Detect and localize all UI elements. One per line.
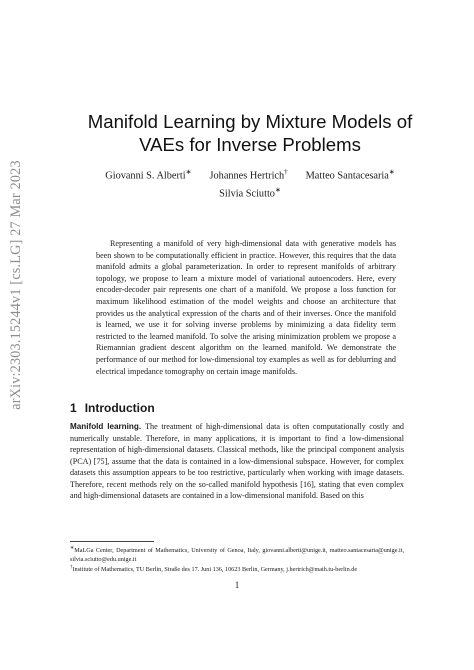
arxiv-identifier: arXiv:2303.15244v1 [cs.LG] 27 Mar 2023 bbox=[8, 160, 24, 410]
introduction-paragraph bbox=[70, 421, 404, 502]
section-title: Introduction bbox=[84, 401, 155, 415]
footnotes bbox=[70, 545, 404, 575]
paragraph-heading: Manifold learning. bbox=[70, 422, 142, 431]
abstract: Representing a manifold of very high-dimensional data with generative models has been shown to be computationally efficient in practice. However, this requires that the data manifold admits a global parameterization. In order to represent manifolds of arbitrary topology, we propose to learn a mixture model of variational autoencoders. Here, every encoder-decoder pair represents one chart of a manifold. We propose a loss function for maximum likelihood estimation of the model weights and choose an architecture that provides us the analytical expression of the charts and of their inverses. Once the manifold is learned, we use it for solving inverse problems by minimizing a data fidelity term restricted to the learned manifold. To solve the arising minimization problem we propose a Riemannian gradient descent algorithm on the learned manifold. We demonstrate the performance of our method for low-dimensional toy examples as well as for deblurring and electrical impedance tomography on certain image manifolds. bbox=[96, 239, 396, 376]
footnote: ∗MaLGa Center, Department of Mathematics, University of Genoa, Italy, giovanni.alberti@unige.it, matteo.santacesaria@unige.it, silvia.sciutto@edu.unige.it bbox=[70, 546, 404, 563]
footnote-divider bbox=[70, 541, 154, 542]
author: Silvia Sciutto∗ bbox=[219, 186, 281, 200]
paragraph-text: The treatment of high-dimensional data is often computationally costly and numerically unstable. Therefore, in many applications, it is important to find a low-dimensional representation of high-dimensional datasets. Classical methods, like the principal component analysis (PCA) [75], assume that the data is contained in a low-dimensional subspace. However, for complex datasets this assumption appears to be too restrictive, particularly when working with image datasets. Therefore, recent methods rely on the so-called manifold hypothesis [16], stating that even complex and high-dimensional datasets are contained in a low-dimensional manifold. Based on this bbox=[70, 422, 404, 500]
author: Matteo Santacesaria∗ bbox=[305, 168, 395, 182]
footnote: †Institute of Mathematics, TU Berlin, Straße des 17. Juni 136, 10623 Berlin, Germany, j.hertrich@math.tu-berlin.de bbox=[70, 565, 358, 574]
section-heading bbox=[70, 401, 163, 415]
section-number: 1 bbox=[70, 401, 77, 415]
page-number: 1 bbox=[234, 580, 240, 590]
paper-title bbox=[60, 110, 440, 156]
title-line: VAEs for Inverse Problems bbox=[139, 134, 361, 155]
title-line: Manifold Learning by Mixture Models of bbox=[87, 111, 413, 132]
author: Giovanni S. Alberti∗ bbox=[105, 168, 192, 182]
author: Johannes Hertrich† bbox=[209, 168, 288, 182]
author-list bbox=[60, 165, 440, 202]
